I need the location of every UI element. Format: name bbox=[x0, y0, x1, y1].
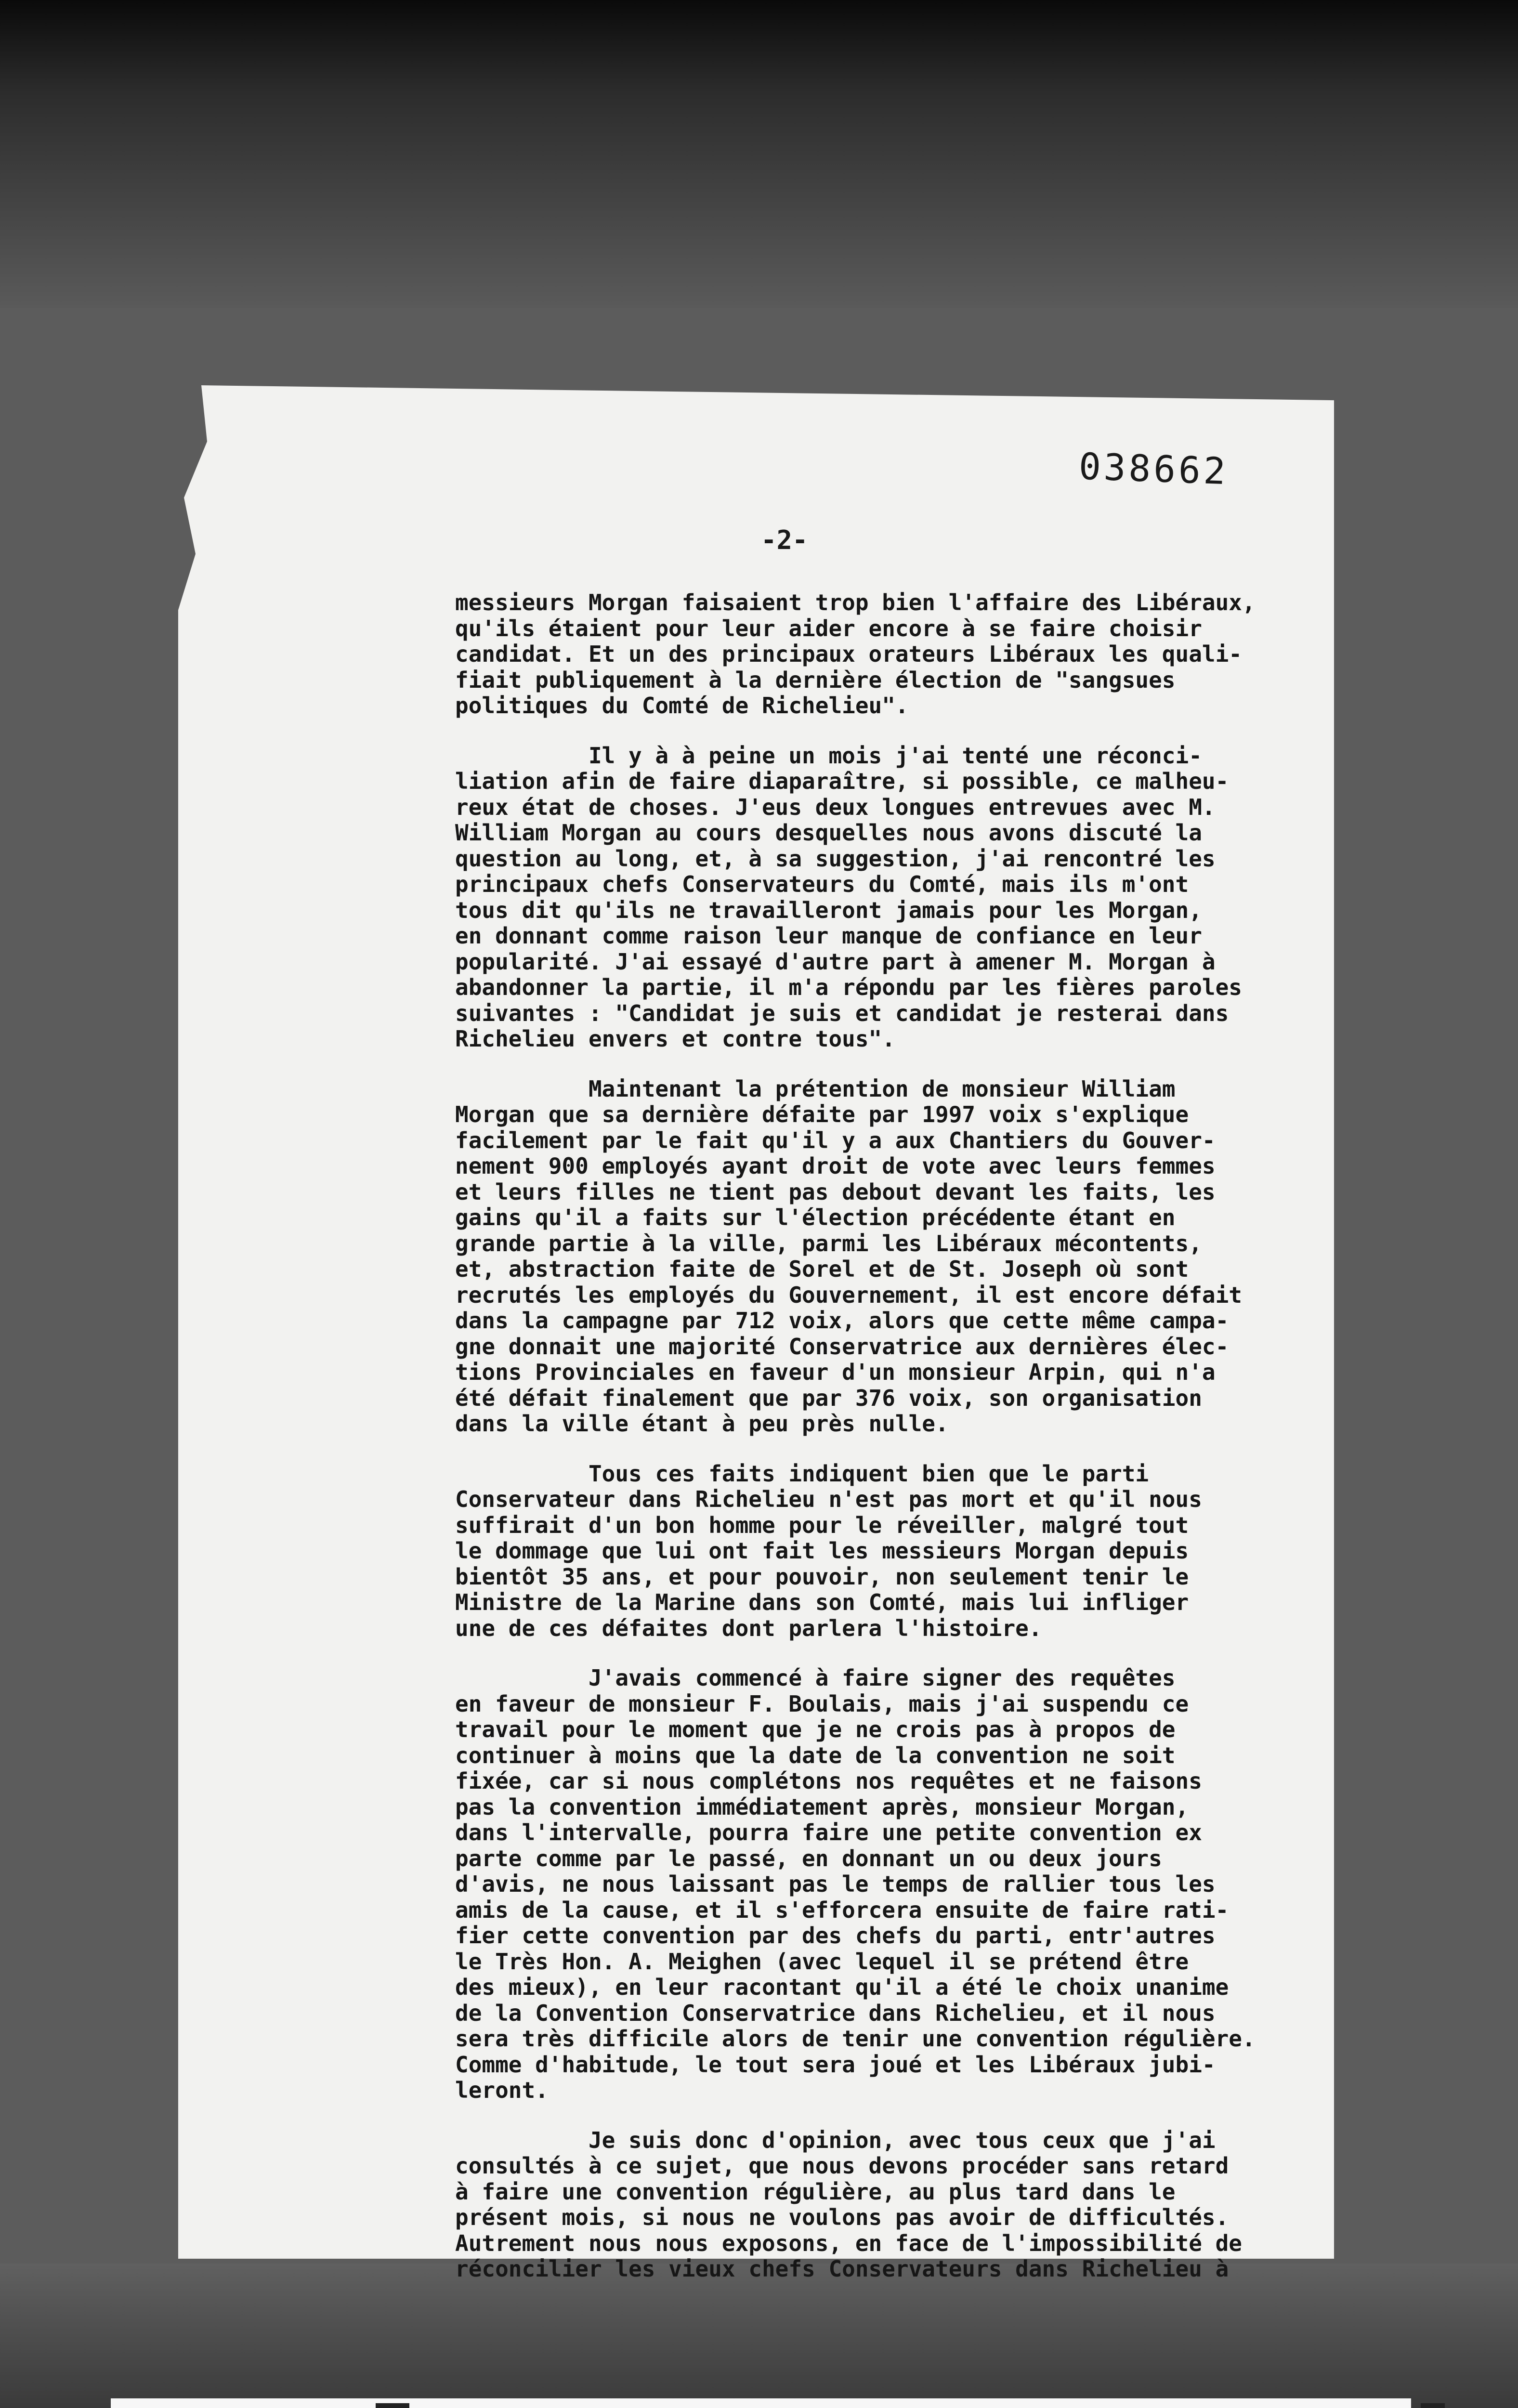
text-line: fixée, car si nous complétons nos requêtes et ne faisons bbox=[455, 1768, 1202, 1794]
document-number: 038662 bbox=[1078, 445, 1230, 493]
text-line: Autrement nous nous exposons, en face de l'impossibilité de bbox=[455, 2230, 1242, 2256]
text-line: des mieux), en leur racontant qu'il a été le choix unanime bbox=[455, 1975, 1229, 2000]
text-line: tous dit qu'ils ne travailleront jamais pour les Morgan, bbox=[455, 897, 1202, 923]
text-line: recrutés les employés du Gouvernement, il est encore défait bbox=[455, 1282, 1242, 1308]
text-line: de la Convention Conservatrice dans Richelieu, et il nous bbox=[455, 2000, 1216, 2026]
text-line: en donnant comme raison leur manque de confiance en leur bbox=[455, 923, 1202, 949]
text-line: à faire une convention régulière, au plus tard dans le bbox=[455, 2179, 1176, 2205]
text-line: et, abstraction faite de Sorel et de St. Joseph où sont bbox=[455, 1256, 1189, 1282]
text-line: amis de la cause, et il s'efforcera ensuite de faire rati- bbox=[455, 1897, 1229, 1923]
text-line: fiait publiquement à la dernière élection de "sangsues bbox=[455, 667, 1176, 693]
text-line: popularité. J'ai essayé d'autre part à amener M. Morgan à bbox=[455, 949, 1216, 975]
paragraph bbox=[455, 1665, 1322, 2104]
text-line: leront. bbox=[455, 2078, 549, 2103]
text-line: gne donnait une majorité Conservatrice aux dernières élec- bbox=[455, 1334, 1229, 1360]
text-line: suffirait d'un bon homme pour le réveiller, malgré tout bbox=[455, 1512, 1189, 1538]
tape-strip-right bbox=[1421, 2403, 1445, 2408]
text-line: nement 900 employés ayant droit de vote avec leurs femmes bbox=[455, 1153, 1216, 1179]
paragraph bbox=[455, 1076, 1322, 1437]
text-line: Maintenant la prétention de monsieur William bbox=[455, 1076, 1176, 1102]
text-line: messieurs Morgan faisaient trop bien l'affaire des Libéraux, bbox=[455, 590, 1256, 615]
text-line: été défait finalement que par 376 voix, son organisation bbox=[455, 1385, 1202, 1411]
text-line: le Très Hon. A. Meighen (avec lequel il se prétend être bbox=[455, 1949, 1189, 1975]
text-line: tions Provinciales en faveur d'un monsieur Arpin, qui n'a bbox=[455, 1360, 1216, 1385]
text-line: consultés à ce sujet, que nous devons procéder sans retard bbox=[455, 2153, 1229, 2179]
letter-body bbox=[455, 590, 1322, 2306]
text-line: Tous ces faits indiquent bien que le parti bbox=[455, 1461, 1149, 1487]
text-line: Conservateur dans Richelieu n'est pas mort et qu'il nous bbox=[455, 1487, 1202, 1512]
text-line: fier cette convention par des chefs du parti, entr'autres bbox=[455, 1923, 1216, 1949]
text-line: présent mois, si nous ne voulons pas avoir de difficultés. bbox=[455, 2205, 1229, 2230]
text-line: J'avais commencé à faire signer des requêtes bbox=[455, 1665, 1176, 1691]
text-line: travail pour le moment que je ne crois pas à propos de bbox=[455, 1717, 1176, 1742]
tape-strip-left bbox=[376, 2403, 409, 2408]
text-line: sera très difficile alors de tenir une convention régulière. bbox=[455, 2026, 1256, 2052]
text-line: parte comme par le passé, en donnant un ou deux jours bbox=[455, 1845, 1162, 1871]
text-line: une de ces défaites dont parlera l'histoire. bbox=[455, 1615, 1042, 1641]
film-frame-top bbox=[0, 0, 1518, 308]
text-line: qu'ils étaient pour leur aider encore à se faire choisir bbox=[455, 615, 1202, 641]
text-line: d'avis, ne nous laissant pas le temps de rallier tous les bbox=[455, 1871, 1216, 1897]
text-line: reux état de choses. J'eus deux longues entrevues avec M. bbox=[455, 794, 1216, 820]
text-line: liation afin de faire diaparaître, si possible, ce malheu- bbox=[455, 769, 1229, 794]
paragraph bbox=[455, 1461, 1322, 1642]
page-number: -2- bbox=[761, 525, 808, 555]
text-line: politiques du Comté de Richelieu". bbox=[455, 693, 909, 719]
text-line: abandonner la partie, il m'a répondu par les fières paroles bbox=[455, 975, 1242, 1000]
text-line: Il y à à peine un mois j'ai tenté une réconci- bbox=[455, 743, 1202, 769]
text-line: William Morgan au cours desquelles nous avons discuté la bbox=[455, 820, 1202, 846]
text-line: réconcilier les vieux chefs Conservateurs dans Richelieu à bbox=[455, 2256, 1229, 2282]
text-line: Ministre de la Marine dans son Comté, mais lui infliger bbox=[455, 1590, 1189, 1615]
text-line: suivantes : "Candidat je suis et candidat je resterai dans bbox=[455, 1000, 1229, 1026]
text-line: grande partie à la ville, parmi les Libéraux mécontents, bbox=[455, 1230, 1202, 1256]
text-line: pas la convention immédiatement après, monsieur Morgan, bbox=[455, 1794, 1189, 1820]
text-line: principaux chefs Conservateurs du Comté, mais ils m'ont bbox=[455, 872, 1189, 897]
text-line: Je suis donc d'opinion, avec tous ceux que j'ai bbox=[455, 2127, 1216, 2153]
text-line: en faveur de monsieur F. Boulais, mais j'ai suspendu ce bbox=[455, 1691, 1189, 1717]
text-line: dans la ville étant à peu près nulle. bbox=[455, 1411, 949, 1437]
archive-label-card bbox=[111, 2398, 1411, 2408]
text-line: Comme d'habitude, le tout sera joué et les Libéraux jubi- bbox=[455, 2052, 1216, 2078]
text-line: dans la campagne par 712 voix, alors que cette même campa- bbox=[455, 1308, 1229, 1334]
text-line: Richelieu envers et contre tous". bbox=[455, 1026, 895, 1052]
text-line: Morgan que sa dernière défaite par 1997 voix s'explique bbox=[455, 1102, 1189, 1127]
text-line: continuer à moins que la date de la convention ne soit bbox=[455, 1742, 1176, 1768]
text-line: facilement par le fait qu'il y a aux Chantiers du Gouver- bbox=[455, 1127, 1216, 1153]
paragraph bbox=[455, 743, 1322, 1052]
text-line: question au long, et, à sa suggestion, j'ai rencontré les bbox=[455, 846, 1216, 872]
text-line: gains qu'il a faits sur l'élection précédente étant en bbox=[455, 1205, 1176, 1230]
text-line: le dommage que lui ont fait les messieurs Morgan depuis bbox=[455, 1538, 1189, 1564]
text-line: et leurs filles ne tient pas debout devant les faits, les bbox=[455, 1179, 1216, 1205]
text-line: bientôt 35 ans, et pour pouvoir, non seulement tenir le bbox=[455, 1564, 1189, 1590]
text-line: dans l'intervalle, pourra faire une petite convention ex bbox=[455, 1820, 1202, 1845]
paragraph bbox=[455, 590, 1322, 719]
paragraph bbox=[455, 2128, 1322, 2282]
text-line: candidat. Et un des principaux orateurs Libéraux les quali- bbox=[455, 641, 1242, 667]
